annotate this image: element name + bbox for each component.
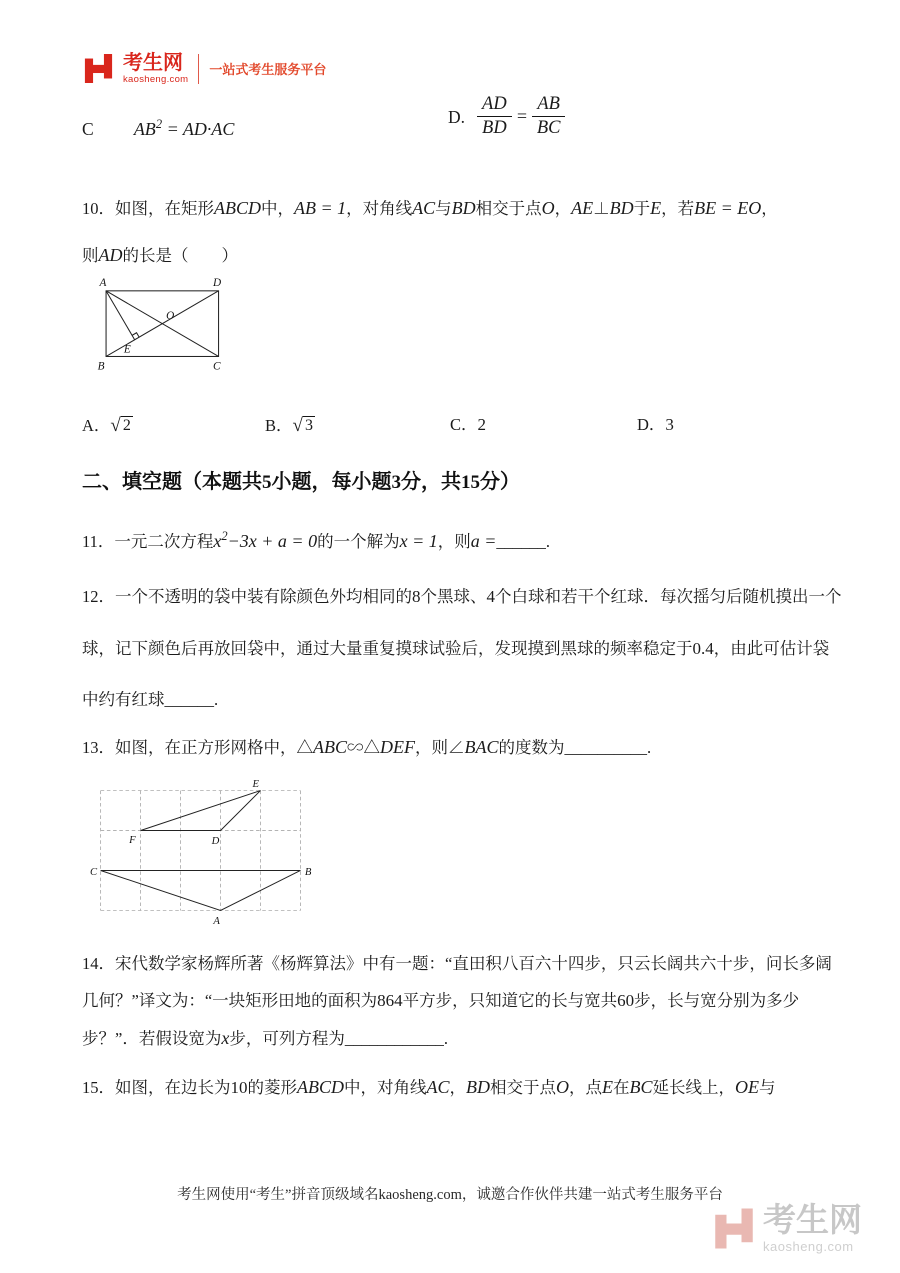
point-label-a: A xyxy=(99,277,107,290)
text-segment: ， xyxy=(554,199,572,218)
fraction-denominator: BD xyxy=(482,118,507,139)
text-segment: 个黑球、 xyxy=(420,587,487,606)
text-segment: 步，长与宽分别为多少 xyxy=(634,991,800,1010)
text-segment: 12．一个不透明的袋中装有除颜色外均相同的 xyxy=(82,587,412,606)
math-segment: BE = EO xyxy=(694,198,762,218)
text-segment: 15．如图，在边长为 xyxy=(82,1078,231,1097)
math-segment: −3x + a = 0 xyxy=(227,531,318,551)
number-segment: 8 xyxy=(412,587,421,606)
question-10-line-1 xyxy=(82,196,860,221)
text-segment: ，则∠ xyxy=(415,738,465,757)
text-segment: ， xyxy=(761,199,778,218)
question-12-line-3 xyxy=(82,688,860,711)
number-segment: 2 xyxy=(477,415,487,434)
number-segment: 60 xyxy=(617,991,635,1010)
math-segment: DEF xyxy=(380,737,415,757)
math-segment: = AD·AC xyxy=(162,119,235,139)
question-13-line xyxy=(82,735,860,760)
radical xyxy=(110,413,132,440)
text-segment: ，点 xyxy=(569,1078,603,1097)
question-14-line-2 xyxy=(82,989,860,1013)
text-segment: B． xyxy=(265,416,293,435)
question-15-line xyxy=(82,1075,860,1100)
number-segment: 4 xyxy=(486,587,495,606)
math-segment: BD xyxy=(451,198,476,218)
number-segment: 5 xyxy=(262,472,272,493)
logo-text-stack xyxy=(123,53,188,85)
number-segment: 3 xyxy=(665,415,674,434)
option-d-formula xyxy=(473,94,569,140)
math-segment: E xyxy=(602,1077,614,1097)
math-segment: ABC xyxy=(313,737,347,757)
text-segment: 二、填空题（本题共 xyxy=(82,471,262,493)
text-segment: 相交于点 xyxy=(490,1078,557,1097)
radical xyxy=(293,413,315,440)
segment-ae xyxy=(106,291,135,340)
text-segment: 相交于点 xyxy=(475,199,542,218)
math-segment: O xyxy=(556,1077,570,1097)
q10-rectangle-figure xyxy=(92,272,242,380)
math-segment: AC xyxy=(426,1077,450,1097)
kaosheng-logo-icon xyxy=(84,52,113,85)
text-segment: 的菱形 xyxy=(247,1078,297,1097)
radicand: 3 xyxy=(304,417,313,434)
kaosheng-logo xyxy=(84,52,326,85)
text-segment: 于 xyxy=(633,199,651,218)
text-segment: 步，可列方程为____________. xyxy=(229,1029,448,1048)
text-segment: 步？”．若假设宽为 xyxy=(82,1029,222,1048)
math-segment: AB = 1 xyxy=(294,198,347,218)
text-segment: ，则 xyxy=(437,532,471,551)
math-segment: = xyxy=(515,106,528,127)
math-segment: AC xyxy=(412,198,436,218)
number-segment: 10 xyxy=(230,1078,248,1097)
number-segment: 0.4 xyxy=(692,639,714,658)
text-segment: D． xyxy=(637,415,666,434)
q10-option-d xyxy=(637,413,674,437)
watermark-text-stack xyxy=(763,1203,862,1254)
watermark-brand: 考生网 xyxy=(763,1201,862,1238)
text-segment: ，若 xyxy=(661,199,695,218)
option-c-formula xyxy=(133,117,235,139)
question-12-line-1 xyxy=(82,585,860,609)
footer-text: 考生网使用“考生”拼音顶级域名kaosheng.com，诚邀合作伙伴共建一站式考生服务平台 xyxy=(177,1187,723,1203)
triangle-def xyxy=(141,791,261,831)
math-segment: x xyxy=(221,1028,230,1048)
question-14-line-1 xyxy=(82,952,860,975)
radical-sign: √ xyxy=(110,415,121,436)
text-segment: ∽△ xyxy=(347,738,380,757)
number-segment: 864 xyxy=(377,991,403,1010)
text-segment: ⊥ xyxy=(593,199,610,218)
q10-options-row xyxy=(82,413,860,443)
math-segment: AB xyxy=(133,119,156,139)
text-segment: 14．宋代数学家杨辉所著《杨辉算法》中有一题：“直田积八百六十四步，只云长阔共六十步，问长多阔 xyxy=(82,954,832,973)
q10-option-c xyxy=(450,413,486,437)
logo-brand: 考生网 xyxy=(123,51,183,74)
point-label-b: B xyxy=(304,866,312,878)
radical-sign: √ xyxy=(292,415,303,436)
fraction-numerator: AD xyxy=(477,94,512,117)
q10-option-b xyxy=(265,413,315,440)
text-segment: 11．一元二次方程 xyxy=(82,532,214,551)
text-segment: 与 xyxy=(759,1078,776,1097)
text-segment: 的长是（ ） xyxy=(122,246,238,265)
text-segment: ， xyxy=(449,1078,467,1097)
math-segment: ABCD xyxy=(214,198,261,218)
fraction-denominator: BC xyxy=(536,118,561,139)
math-segment: BD xyxy=(466,1077,491,1097)
text-segment: A． xyxy=(82,416,111,435)
text-segment: C． xyxy=(450,415,478,434)
text-segment: 与 xyxy=(435,199,452,218)
section-2-heading xyxy=(82,468,860,497)
math-segment: x = 1 xyxy=(399,531,438,551)
superscript: 2 xyxy=(155,117,163,131)
text-segment: 几何？”译文为：“一块矩形田地的面积为 xyxy=(82,991,378,1010)
square-grid xyxy=(101,791,301,911)
math-segment: BAC xyxy=(464,737,499,757)
point-label-o: O xyxy=(166,309,175,322)
option-c-label: C xyxy=(82,119,94,139)
q13-grid-figure xyxy=(90,778,312,931)
text-segment: 分） xyxy=(480,471,520,493)
option-d-row xyxy=(448,94,569,140)
text-segment: ，对角线 xyxy=(346,199,413,218)
logo-domain: kaosheng.com xyxy=(123,73,189,85)
text-segment: 在 xyxy=(613,1078,630,1097)
math-segment: BC xyxy=(629,1077,653,1097)
kaosheng-watermark xyxy=(714,1203,862,1254)
text-segment: 则 xyxy=(82,246,99,265)
number-segment: 3 xyxy=(391,472,401,493)
text-segment: ，由此可估计袋 xyxy=(713,639,830,658)
text-segment: 球，记下颜色后再放回袋中，通过大量重复摸球试验后，发现摸到黑球的频率稳定于 xyxy=(82,639,693,658)
kaosheng-watermark-icon xyxy=(714,1206,754,1251)
point-label-e: E xyxy=(123,343,131,356)
text-segment: 13．如图，在正方形网格中，△ xyxy=(82,738,313,757)
radicand: 2 xyxy=(122,417,131,434)
text-segment: ______. xyxy=(496,532,550,551)
triangle-abc xyxy=(101,870,301,910)
fraction-numerator: AB xyxy=(532,94,566,117)
logo-bar-middle xyxy=(91,65,106,73)
question-11-line xyxy=(82,528,860,554)
fraction xyxy=(532,94,566,140)
math-segment: BD xyxy=(609,198,634,218)
point-label-b: B xyxy=(97,360,105,373)
logo-tagline: 一站式考生服务平台 xyxy=(209,62,327,77)
text-segment: 小题，每小题 xyxy=(271,471,392,493)
text-segment: 中， xyxy=(261,199,294,218)
point-label-e: E xyxy=(252,779,260,791)
text-segment: 中约有红球______. xyxy=(82,690,219,709)
math-segment: x xyxy=(213,531,222,551)
q10-figure-strokes xyxy=(106,291,219,357)
watermark-domain: kaosheng.com xyxy=(763,1239,854,1254)
text-segment: 的度数为__________. xyxy=(498,738,652,757)
point-label-c: C xyxy=(212,360,221,373)
text-segment: 10．如图，在矩形 xyxy=(82,199,214,218)
q13-triangles xyxy=(101,791,301,911)
text-segment: 分，共 xyxy=(401,471,461,493)
math-segment: a = xyxy=(470,531,497,551)
math-segment: OE xyxy=(735,1077,760,1097)
text-segment: 的一个解为 xyxy=(317,532,400,551)
q13-figure-labels xyxy=(90,779,312,927)
math-segment: AD xyxy=(98,245,123,265)
math-segment: O xyxy=(541,198,555,218)
logo-divider xyxy=(198,54,199,84)
math-segment: E xyxy=(650,198,662,218)
q10-option-a xyxy=(82,413,133,440)
point-label-a: A xyxy=(213,915,220,927)
number-segment: 15 xyxy=(461,472,480,493)
question-14-line-3 xyxy=(82,1026,860,1051)
point-label-f: F xyxy=(129,834,136,846)
point-label-d: D xyxy=(212,277,222,290)
text-segment: 平方步，只知道它的长与宽共 xyxy=(402,991,618,1010)
point-label-d: D xyxy=(211,835,220,847)
fraction xyxy=(477,94,512,140)
text-segment: 个白球和若干个红球．每次摇匀后随机摸出一个 xyxy=(495,587,842,606)
text-segment: 延长线上， xyxy=(652,1078,736,1097)
superscript: 2 xyxy=(221,529,228,543)
option-d-label: D. xyxy=(448,106,466,127)
math-segment: ABCD xyxy=(297,1077,344,1097)
text-segment: 中，对角线 xyxy=(344,1078,427,1097)
point-label-c: C xyxy=(90,866,98,878)
math-segment: AE xyxy=(571,198,594,218)
question-12-line-2 xyxy=(82,637,860,661)
question-10-line-2 xyxy=(82,243,860,268)
